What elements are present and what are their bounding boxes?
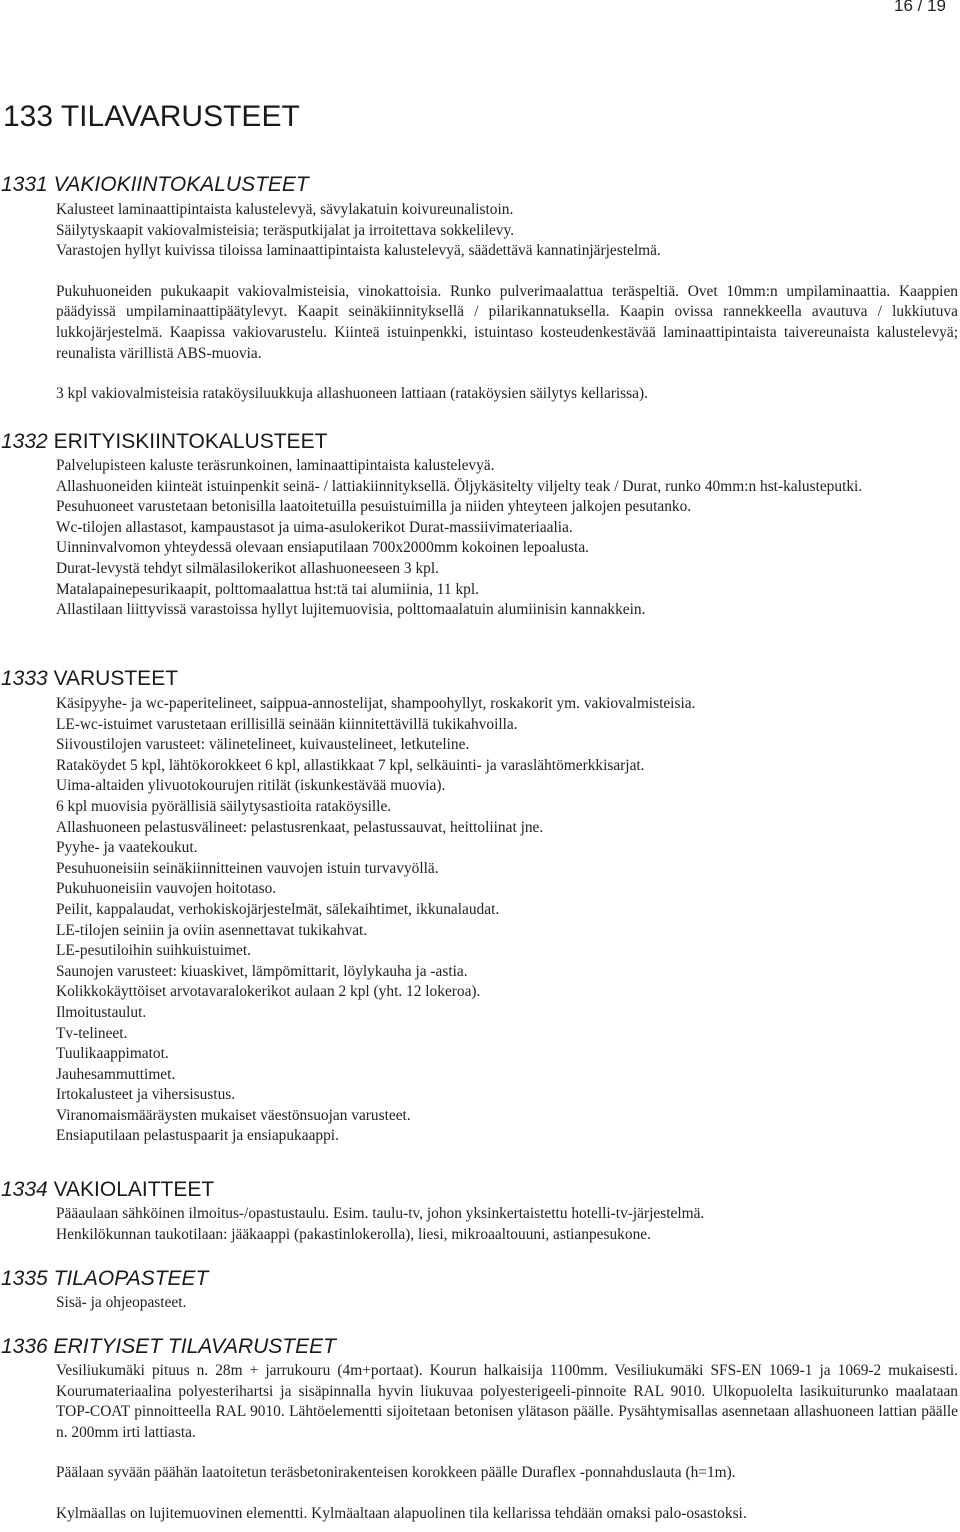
list-item: Pesuhuoneisiin seinäkiinnitteinen vauvojen istuin turvavyöllä. bbox=[56, 859, 439, 877]
section-heading-1333 bbox=[1, 667, 178, 691]
section-body-1331 bbox=[56, 200, 958, 405]
paragraph: Sisä- ja ohjeopasteet. bbox=[56, 1294, 187, 1311]
section-body-1335 bbox=[56, 1293, 958, 1314]
list-item: Ensiaputilaan pelastuspaarit ja ensiapukaappi. bbox=[56, 1127, 339, 1145]
list-item: Allashuoneen pelastusvälineet: pelastusrenkaat, pelastussauvat, heittoliinat jne. bbox=[56, 818, 544, 836]
section-heading-1336 bbox=[1, 1335, 336, 1359]
section-heading-1334 bbox=[1, 1178, 214, 1202]
section-title: ERITYISKIINTOKALUSTEET bbox=[53, 430, 328, 453]
paragraph: Päälaan syvään päähän laatoitetun teräsbetonirakenteisen korokkeen päälle Duraflex -ponnahduslauta (h=1m). bbox=[56, 1464, 736, 1482]
section-heading-1332 bbox=[1, 430, 327, 454]
page-title: 133 TILAVARUSTEET bbox=[3, 100, 300, 133]
paragraph: 3 kpl vakiovalmisteisia rataköysiluukkuja allashuoneen lattiaan (rataköysien säilytys kellarissa). bbox=[56, 385, 648, 403]
paragraph: Pääaulaan sähköinen ilmoitus-/opastustaulu. Esim. taulu-tv, johon yksinkertaistettu hotelli-tv-järjestelmä. bbox=[56, 1205, 705, 1222]
list-item: 6 kpl muovisia pyörällisiä säilytysastioita rataköysille. bbox=[56, 797, 392, 815]
paragraph: Wc-tilojen allastasot, kampaustasot ja uima-asulokerikot Durat-massiivimateriaalia. bbox=[56, 518, 573, 536]
section-body-1333 bbox=[56, 694, 958, 1147]
list-item: Irtokalusteet ja vihersisustus. bbox=[56, 1086, 236, 1104]
section-title: TILAOPASTEET bbox=[53, 1267, 209, 1290]
section-body-1336 bbox=[56, 1361, 958, 1525]
section-title: VARUSTEET bbox=[53, 667, 179, 690]
section-number: 1336 bbox=[1, 1335, 48, 1358]
list-item: LE-pesutiloihin suihkuistuimet. bbox=[56, 942, 251, 960]
paragraph: Pesuhuoneet varustetaan betonisilla laatoitetuilla pesuistuimilla ja niiden yhteyteen jalkojen pesutanko. bbox=[56, 498, 692, 516]
list-item: Peilit, kappalaudat, verhokiskojärjestelmät, sälekaihtimet, ikkunalaudat. bbox=[56, 900, 500, 918]
list-item: Tv-telineet. bbox=[56, 1024, 128, 1042]
section-heading-1335 bbox=[1, 1267, 208, 1291]
paragraph: Durat-levystä tehdyt silmälasilokerikot allashuoneeseen 3 kpl. bbox=[56, 559, 439, 577]
paragraph: Kalusteet laminaattipintaista kalustelevyä, sävylakatuin koivureunalistoin. bbox=[56, 201, 514, 218]
section-number: 1333 bbox=[1, 667, 48, 690]
paragraph: Allastilaan liittyvissä varastoissa hyllyt lujitemuovisia, polttomaalatuin alumiinisin kannakkein. bbox=[56, 601, 646, 619]
paragraph: Uinninvalvomon yhteydessä olevaan ensiaputilaan 700x2000mm kokoinen lepoalusta. bbox=[56, 539, 590, 557]
list-item: Kolikkokäyttöiset arvotavaralokerikot aulaan 2 kpl (yht. 12 lokeroa). bbox=[56, 983, 481, 1001]
section-title: VAKIOLAITTEET bbox=[53, 1178, 215, 1201]
paragraph: Henkilökunnan taukotilaan: jääkaappi (pakastinlokerolla), liesi, mikroaaltouuni, astianpesukone. bbox=[56, 1225, 651, 1243]
section-title: VAKIOKIINTOKALUSTEET bbox=[53, 173, 309, 196]
list-item: Rataköydet 5 kpl, lähtökorokkeet 6 kpl, allastikkaat 7 kpl, selkäuinti- ja varaslähtömerkkisarjat. bbox=[56, 756, 645, 774]
section-number: 1332 bbox=[1, 430, 48, 453]
paragraph: Vesiliukumäki pituus n. 28m + jarrukouru (4m+portaat). Kourun halkaisija 1100mm. Vesiliukumäki SFS-EN 1069-1 ja 1069-2 mukaisesti. Kourumateriaalina polyesterihartsi ja sisäpinnalla hyvin liukuvaa polyesterigeeli-pinnoite RAL 9010. Ulkopuolelta lasikuiturunko maalataan TOP-COAT pinnoitteella RAL 9010. Lähtöelementti sijoitetaan betonisen ylätason päälle. Pysähtymisallas asennetaan allashuoneen lattian päälle n. 200mm irti lattiasta. bbox=[56, 1362, 958, 1441]
section-number: 1335 bbox=[1, 1267, 48, 1290]
section-body-1334 bbox=[56, 1204, 958, 1245]
list-item: Siivoustilojen varusteet: välinetelineet, kuivaustelineet, letkuteline. bbox=[56, 736, 470, 754]
section-number: 1331 bbox=[1, 173, 48, 196]
list-item: Saunojen varusteet: kiuaskivet, lämpömittarit, löylykauha ja -astia. bbox=[56, 962, 468, 980]
page-number: 16 / 19 bbox=[894, 0, 946, 15]
paragraph: Palvelupisteen kaluste teräsrunkoinen, laminaattipintaista kalustelevyä. bbox=[56, 457, 495, 474]
list-item: LE-wc-istuimet varustetaan erillisillä seinään kiinnitettävillä tukikahvoilla. bbox=[56, 715, 518, 733]
paragraph: Pukuhuoneiden pukukaapit vakiovalmisteisia, vinokattoisia. Runko pulverimaalattua teräspeltiä. Ovet 10mm:n umpilaminaattia. Kaappien päädyissä umpilaminaattipäätylevyt. Kaapit seinäkiinnityksellä / pilarikannatuksella. Kaapin ovissa rannekkeella avautuva / lukkiutuva lukkojärjestelmä. Kaapissa vakiovarustelu. Kiinteä istuinpenkki, istuintaso kosteudenkestävää laminaattipintaista taivereunaista kalustelevyä; reunalista värillistä ABS-muovia. bbox=[56, 282, 958, 362]
list-item: Jauhesammuttimet. bbox=[56, 1065, 176, 1083]
section-number: 1334 bbox=[1, 1178, 48, 1201]
list-item: Käsipyyhe- ja wc-paperitelineet, saippua-annostelijat, shampoohyllyt, roskakorit ym. vakiovalmisteisia. bbox=[56, 695, 696, 712]
list-item: Tuulikaappimatot. bbox=[56, 1045, 169, 1063]
section-heading-1331 bbox=[1, 173, 309, 197]
paragraph: Kylmäallas on lujitemuovinen elementti. Kylmäaltaan alapuolinen tila kellarissa tehdään omaksi palo-osastoksi. bbox=[56, 1504, 747, 1522]
paragraph: Varastojen hyllyt kuivissa tiloissa laminaattipintaista kalustelevyä, säädettävä kannatinjärjestelmä. bbox=[56, 242, 661, 260]
list-item: Viranomaismääräysten mukaiset väestönsuojan varusteet. bbox=[56, 1106, 411, 1124]
list-item: LE-tilojen seiniin ja oviin asennettavat tukikahvat. bbox=[56, 921, 368, 939]
paragraph: Matalapainepesurikaapit, polttomaalattua hst:tä tai alumiinia, 11 kpl. bbox=[56, 580, 479, 598]
section-body-1332 bbox=[56, 456, 958, 621]
list-item: Ilmoitustaulut. bbox=[56, 1003, 147, 1021]
section-title: ERITYISET TILAVARUSTEET bbox=[53, 1335, 336, 1358]
paragraph: Säilytyskaapit vakiovalmisteisia; teräsputkijalat ja irroitettava sokkelilevy. bbox=[56, 221, 515, 239]
paragraph: Allashuoneiden kiinteät istuinpenkit seinä- / lattiakiinnityksellä. Öljykäsitelty viljelty teak / Durat, runko 40mm:n hst-kalusteputki. bbox=[56, 477, 863, 495]
list-item: Uima-altaiden ylivuotokourujen ritilät (iskunkestävää muovia). bbox=[56, 777, 446, 795]
list-item: Pyyhe- ja vaatekoukut. bbox=[56, 839, 198, 857]
list-item: Pukuhuoneisiin vauvojen hoitotaso. bbox=[56, 880, 277, 898]
